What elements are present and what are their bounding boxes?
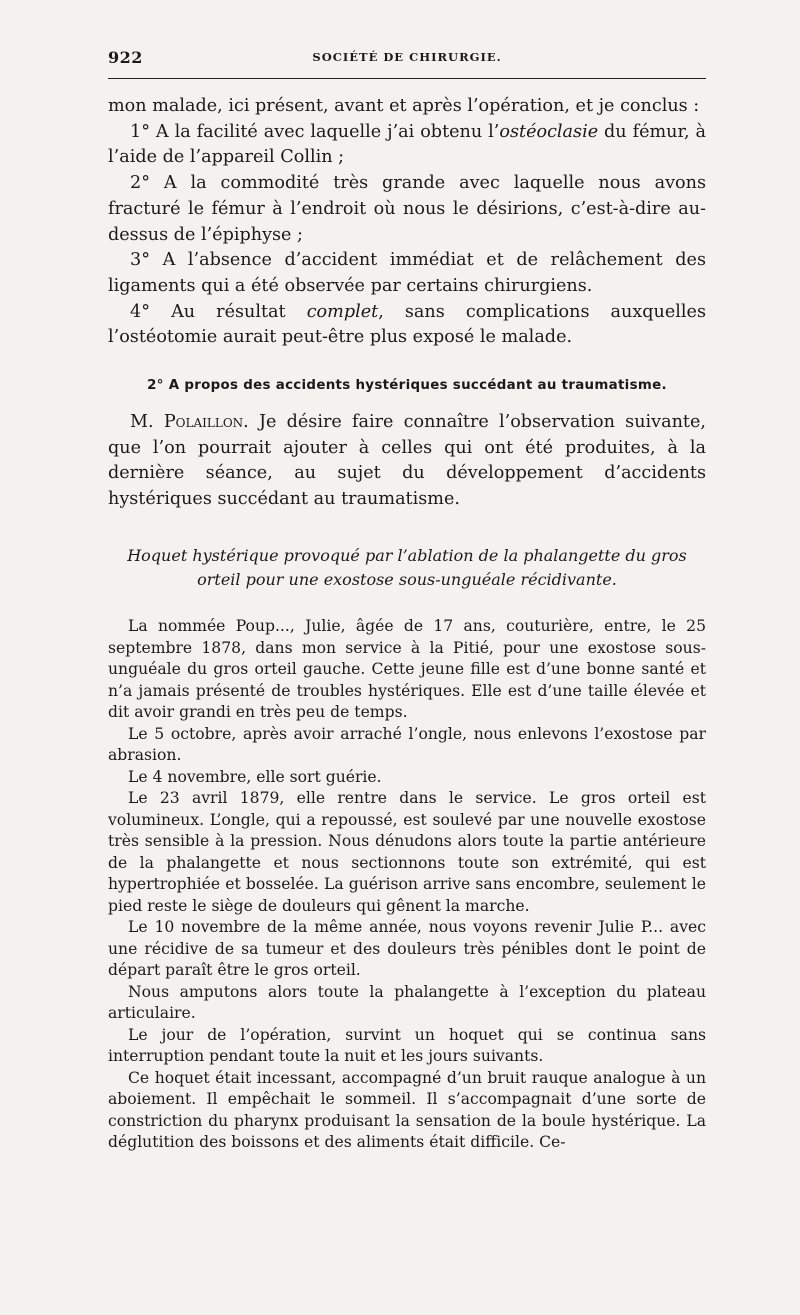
observation-title: Hoquet hystérique provoqué par l’ablation de la phalangette du gros orteil pour une exostose sous-unguéale récidivante. [127,546,687,589]
page-number: 922 [108,48,143,67]
observation-paragraph: Nous amputons alors toute la phalangette à l’exception du plateau articulaire. [108,982,706,1022]
conclusion-item-1: 1° A la facilité avec laquelle j’ai obtenu l’ostéoclasie du fémur, à l’aide de l’appareil Collin ; [108,121,706,168]
section-heading: 2° A propos des accidents hystériques succédant au traumatisme. [147,378,667,393]
observation-paragraph: Ce hoquet était incessant, accompagné d’un bruit rauque analogue à un aboiement. Il empêchait le sommeil. Il s’accompagnait d’une sorte de constriction du pharynx produisant la sensation de la boule hystérique. La déglutition des boissons et des aliments était difficile. Ce- [108,1068,706,1151]
conclusion-item-2: 2° A la commodité très grande avec laquelle nous avons fracturé le fémur à l’endroit où nous le désirions, c’est-à-dire au-dessus de l’épiphyse ; [108,173,706,245]
running-head [108,48,706,72]
conclusion-block [108,94,706,351]
header-rule [108,78,706,79]
observation-paragraph: Le jour de l’opération, survint un hoquet qui se continua sans interruption pendant toute la nuit et les jours suivants. [108,1025,706,1065]
conclusion-intro: mon malade, ici présent, avant et après l’opération, et je conclus : [108,96,700,116]
observation-paragraph: La nommée Poup..., Julie, âgée de 17 ans, couturière, entre, le 25 septembre 1878, dans mon service à la Pitié, pour une exostose sous-unguéale du gros orteil gauche. Cette jeune fille est d’une bonne santé et n’a jamais présenté de troubles hystériques. Elle est d’une taille élevée et dit avoir grandi en très peu de temps. [108,617,706,721]
journal-title: SOCIÉTÉ DE CHIRURGIE. [312,50,502,64]
speaker-block [108,410,706,513]
observation-paragraph: Le 23 avril 1879, elle rentre dans le service. Le gros orteil est volumineux. L’ongle, qui a repoussé, est soulevé par une nouvelle exostose très sensible à la pression. Nous dénudons alors toute la partie antérieure de la phalangette et nous sectionnons toute son extrémité, qui est hypertrophiée et bosselée. La guérison arrive sans encombre, seulement le pied reste le siège de douleurs qui gênent la marche. [108,789,706,915]
observation-paragraph: Le 5 octobre, après avoir arraché l’ongle, nous enlevons l’exostose par abrasion. [108,724,706,764]
observation-paragraph: Le 4 novembre, elle sort guérie. [128,767,382,786]
observation-paragraph: Le 10 novembre de la même année, nous voyons revenir Julie P... avec une récidive de sa tumeur et des douleurs très pénibles dont le point de départ paraît être le gros orteil. [108,918,706,979]
speaker-statement: M. Polaillon. Je désire faire connaître l’observation suivante, que l’on pourrait ajouter à celles qui ont été produites, à la dernière séance, au sujet du développement d’accidents hystériques succédant au traumatisme. [108,412,706,510]
conclusion-item-4: 4° Au résultat complet, sans complications auxquelles l’ostéotomie aurait peut-être plus exposé le malade. [108,301,706,348]
speaker-name: Polaillon [163,412,244,432]
observation-body [108,616,706,1154]
conclusion-item-3: 3° A l’absence d’accident immédiat et de relâchement des ligaments qui a été observée par certains chirurgiens. [108,250,706,296]
